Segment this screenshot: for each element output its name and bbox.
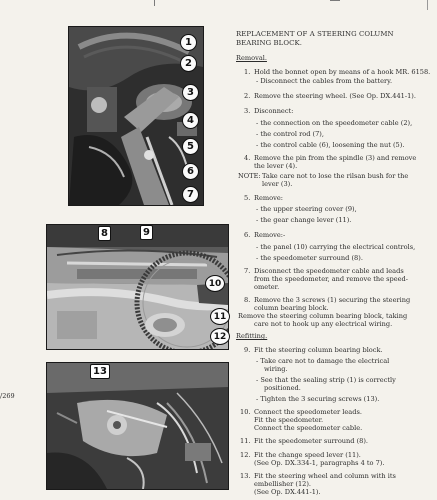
step-number: 5.	[244, 194, 251, 202]
step-text: the lever (4).	[254, 162, 298, 170]
step-text: Remove the steering wheel. (See Op. DX.441-1).	[254, 92, 416, 100]
callout-2: 2	[180, 55, 197, 72]
bearing-block-photo-image	[47, 363, 228, 489]
callout-8: 8	[98, 226, 111, 241]
step-number: 8.	[244, 296, 251, 304]
note-label: NOTE:	[238, 172, 261, 180]
callout-3: 3	[182, 84, 199, 101]
dashboard-photo-image	[47, 225, 228, 349]
step-number: 13.	[240, 472, 251, 480]
step-text: Connect the speedometer cable.	[254, 424, 363, 432]
step-text: Fit the speedometer surround (8).	[254, 437, 369, 445]
step-text: Remove the pin from the spindle (3) and remove	[254, 154, 417, 162]
step-text: Remove:	[254, 194, 283, 202]
step-number: 3.	[244, 107, 251, 115]
step-text: Remove:-	[254, 231, 286, 239]
callout-6: 6	[182, 163, 199, 180]
step-text: Remove the steering column bearing block, taking	[238, 312, 408, 320]
callout-12: 12	[210, 328, 230, 345]
step-text: Fit the steering wheel and column with its	[254, 472, 396, 480]
photo-bearing-block	[46, 362, 229, 490]
step-number: 2.	[244, 92, 251, 100]
step-text: positioned.	[264, 384, 301, 392]
callout-7: 7	[182, 186, 199, 203]
callout-9: 9	[140, 225, 153, 240]
step-number: 4.	[244, 154, 251, 162]
note-text: Take care not to lose the rilsan bush for the	[262, 172, 409, 180]
step-text: wiring.	[264, 365, 288, 373]
step-text: - the control rod (7),	[256, 130, 324, 138]
step-number: 6.	[244, 231, 251, 239]
callout-4: 4	[182, 112, 199, 129]
step-text: from the speedometer, and remove the speed-	[254, 275, 408, 283]
step-text: care not to hook up any electrical wiring.	[254, 320, 393, 328]
step-text: Fit the speedometer.	[254, 416, 324, 424]
step-text: - the control cable (6), loosening the nut (5).	[256, 141, 405, 149]
callout-10: 10	[205, 275, 225, 292]
step-text: - the gear change lever (11).	[256, 216, 352, 224]
step-number: 7.	[244, 267, 251, 275]
step-text: ometer.	[254, 283, 280, 291]
callout-13: 13	[90, 364, 110, 379]
step-text: - the upper steering cover (9),	[256, 205, 357, 213]
step-text: - Tighten the 3 securing screws (13).	[256, 395, 380, 403]
refitting-title: Refitting.	[236, 332, 268, 340]
step-text: column bearing block.	[254, 304, 329, 312]
step-text: Disconnect the speedometer cable and leads	[254, 267, 404, 275]
callout-5: 5	[182, 138, 199, 155]
step-number: 10.	[240, 408, 251, 416]
top-edge-mark	[330, 0, 340, 1]
removal-title: Removal.	[236, 54, 267, 62]
step-number: 12.	[240, 451, 251, 459]
step-text: Fit the change speed lever (11).	[254, 451, 361, 459]
photo-dashboard	[46, 224, 229, 350]
step-text: - the panel (10) carrying the electrical controls,	[256, 243, 416, 251]
step-text: (See Op. DX.441-1).	[254, 488, 321, 496]
step-number: 1.	[244, 68, 251, 76]
callout-1: 1	[180, 34, 197, 51]
page-heading-line1: REPLACEMENT OF A STEERING COLUMN	[236, 30, 394, 38]
step-text: Disconnect:	[254, 107, 294, 115]
step-text: - the speedometer surround (8).	[256, 254, 363, 262]
step-text: (See Op. DX.334-1, paragraphs 4 to 7).	[254, 459, 385, 467]
step-text: Remove the 3 screws (1) securing the steering	[254, 296, 411, 304]
step-text: Connect the speedometer leads.	[254, 408, 362, 416]
callout-11: 11	[210, 308, 230, 325]
right-edge-mark	[427, 0, 428, 10]
step-text: - Disconnect the cables from the battery.	[256, 77, 393, 85]
step-text: - the connection on the speedometer cable (2),	[256, 119, 413, 127]
step-text: embellisher (12).	[254, 480, 312, 488]
note-text: lever (3).	[262, 180, 293, 188]
step-number: 11.	[240, 437, 251, 445]
step-text: Hold the bonnet open by means of a hook MR. 6158.	[254, 68, 431, 76]
margin-note: /269	[0, 392, 15, 400]
step-text: - Take care not to damage the electrical	[256, 357, 390, 365]
step-text: - See that the sealing strip (1) is correctly	[256, 376, 396, 384]
top-edge-mark	[154, 0, 155, 6]
step-text: Fit the steering column bearing block.	[254, 346, 383, 354]
page-heading-line2: BEARING BLOCK.	[236, 39, 303, 47]
step-number: 9.	[244, 346, 251, 354]
